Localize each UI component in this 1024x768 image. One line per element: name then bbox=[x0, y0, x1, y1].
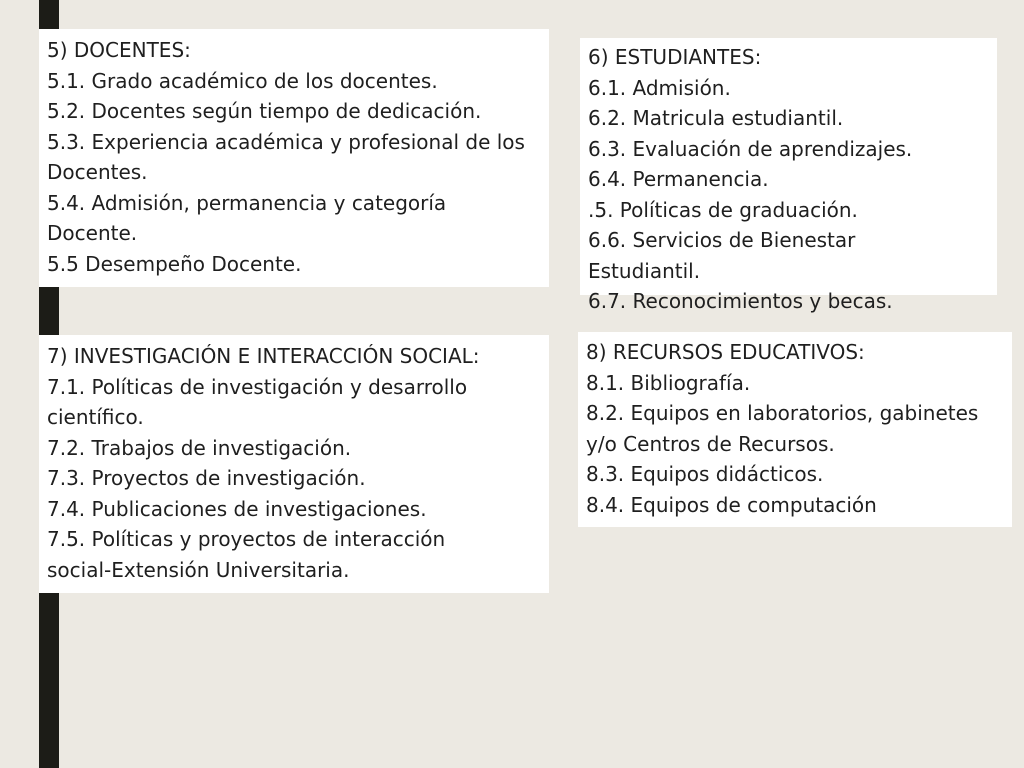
list-item: .5. Políticas de graduación. bbox=[588, 197, 858, 222]
list-item: 8.1. Bibliografía. bbox=[586, 370, 751, 395]
list-item: 7.4. Publicaciones de investigaciones. bbox=[47, 496, 427, 521]
list-item: 6.7. Reconocimientos y becas. bbox=[588, 289, 893, 313]
section-title: 5) DOCENTES: bbox=[47, 38, 191, 62]
list-item: 6.2. Matricula estudiantil. bbox=[588, 106, 844, 130]
list-item: 5.3. Experiencia académica y profesional de los Docentes. bbox=[47, 129, 525, 184]
list-item: 6.1. Admisión. bbox=[588, 75, 731, 100]
recursos-section bbox=[578, 332, 1012, 527]
list-item: 6.4. Permanencia. bbox=[588, 167, 769, 191]
docentes-section bbox=[39, 29, 549, 287]
section-title: 7) INVESTIGACIÓN E INTERACCIÓN SOCIAL: bbox=[47, 344, 480, 368]
list-item: 5.4. Admisión, permanencia y categoría Docente. bbox=[47, 190, 447, 245]
list-item: 6.6. Servicios de Bienestar Estudiantil. bbox=[588, 228, 856, 283]
list-item: 8.2. Equipos en laboratorios, gabinetes y/o Centros de Recursos. bbox=[586, 401, 979, 456]
list-item: 7.5. Políticas y proyectos de interacción social-Extensión Universitaria. bbox=[47, 527, 446, 582]
list-item: 8.3. Equipos didácticos. bbox=[586, 462, 824, 486]
list-item: 6.3. Evaluación de aprendizajes. bbox=[588, 136, 913, 161]
list-item: 5.2. Docentes según tiempo de dedicación. bbox=[47, 99, 482, 123]
list-item: 7.2. Trabajos de investigación. bbox=[47, 435, 352, 460]
list-item: 8.4. Equipos de computación bbox=[586, 492, 877, 517]
list-item: 7.1. Políticas de investigación y desarrollo científico. bbox=[47, 374, 468, 429]
list-item: 5.5 Desempeño Docente. bbox=[47, 251, 302, 276]
section-title: 6) ESTUDIANTES: bbox=[588, 45, 762, 69]
list-item: 5.1. Grado académico de los docentes. bbox=[47, 68, 438, 93]
list-item: 7.3. Proyectos de investigación. bbox=[47, 466, 366, 490]
estudiantes-section bbox=[580, 38, 997, 313]
investigacion-section bbox=[39, 335, 549, 593]
section-title: 8) RECURSOS EDUCATIVOS: bbox=[586, 340, 865, 364]
